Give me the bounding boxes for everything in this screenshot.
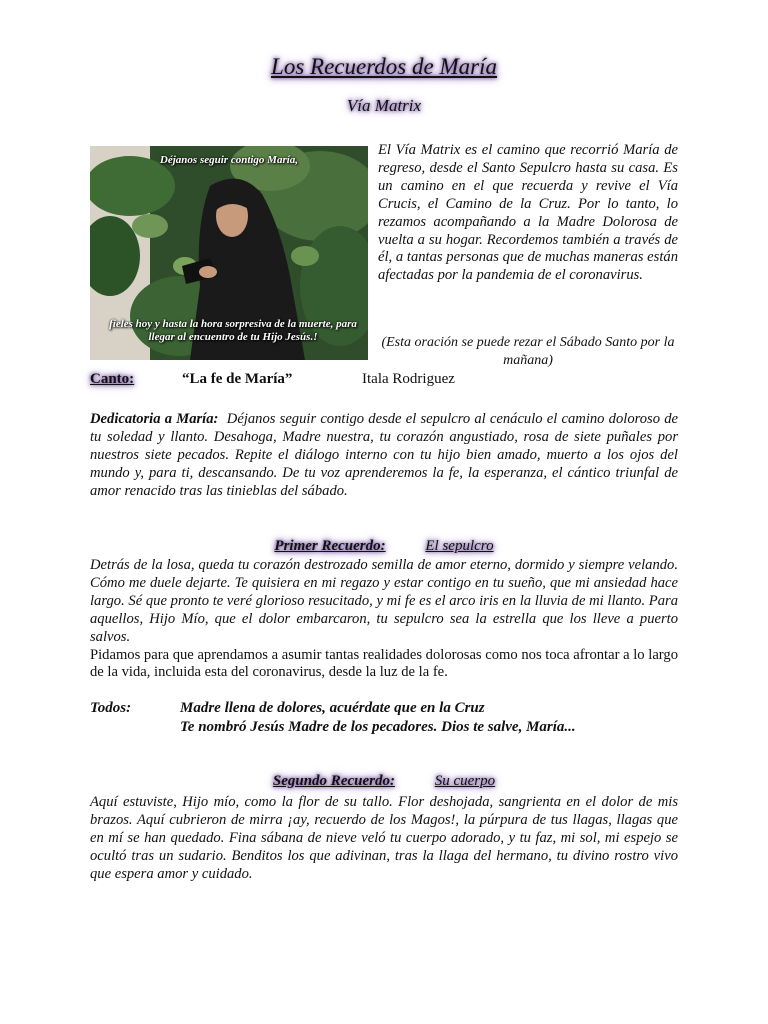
segundo-recuerdo-heading [0,773,768,790]
intro-paragraph: El Vía Matrix es el camino que recorrió María de regreso, desde el Santo Sepulcro hasta su casa. Es un camino en el que recuerda y revive el Vía Crucis, el Camino de la Cruz. Por lo tanto, lo rezamos acompañando a la Madre Dolorosa de vuelta a su hogar. Recordemos también a través de él, a tantas personas que de muchas maneras están afectadas por la pandemia de el coronavirus. [378,142,678,284]
canto-title: “La fe de María” [182,371,293,387]
todos-line-1: Madre llena de dolores, acuérdate que en la Cruz [180,700,485,716]
page-title: Los Recuerdos de María [271,54,497,79]
primer-recuerdo-place: El sepulcro [425,538,494,554]
prayer-note: (Esta oración se puede rezar el Sábado Santo por la mañana) [381,335,675,368]
dedicatoria-paragraph [90,411,678,501]
photo-caption-bottom: fieles hoy y hasta la hora sorpresiva de la muerte, para llegar al encuentro de tu Hijo Jesús.! [109,318,357,343]
primer-recuerdo-paragraph [90,557,678,682]
prayer-photo [90,146,368,360]
todos-label: Todos: [90,700,132,716]
page-subtitle: Vía Matrix [346,96,422,115]
primer-recuerdo-petition: Pidamos para que aprendamos a asumir tantas realidades dolorosas como nos toca afrontar a lo largo de la vida, incluida esta del coronavirus, desde la luz de la fe. [90,646,678,681]
segundo-recuerdo-paragraph: Aquí estuviste, Hijo mío, como la flor de su tallo. Flor deshojada, sangrienta en el dolor de mis brazos. Aquí cubrieron de mirra ¡ay, recuerdo de los Magos!, la púrpura de tus llagas, llagas que en mí se han quedado. Fina sábana de nieve veló tu cuerpo adorado, y tu faz, mi sol, mi espejo se ocultó tras un sudario. Benditos los que adivinan, tras la llaga del hermano, tu divino rostro vivo que espera amor y cuidado. [90,794,678,882]
segundo-recuerdo-name: Segundo Recuerdo: [272,773,395,789]
primer-recuerdo-text: Detrás de la losa, queda tu corazón destrozado semilla de amor eterno, dormido y siempre velando. Cómo me duele dejarte. Te quisiera en mi regazo y estar contigo en tu sueño, que mi ansiedad hace largo. Sé que pronto te veré glorioso resucitado, y mi fe es el arco iris en la lluvia de mi llanto. Para aquellos, Hijo Mío, que el dolor embarcaron, tu sepulcro sea la estrella que los lleve a puerto salvos. [90,557,678,645]
segundo-recuerdo-place: Su cuerpo [434,773,496,789]
todos-line-2: Te nombró Jesús Madre de los pecadores. Dios te salve, María... [180,719,576,735]
dedicatoria-label: Dedicatoria a María: [90,411,219,427]
primer-recuerdo-heading [0,538,768,555]
photo-caption-top: Déjanos seguir contigo María, [159,154,299,166]
dedicatoria-text: Déjanos seguir contigo desde el sepulcro al cenáculo el camino doloroso de tu soledad y llanto. Desahoga, Madre nuestra, tu corazón angustiado, rosa de siete puñales por nuestros siete pecados. Repite el diálogo interno con tu hijo bien amado, muerto a los ojos del mundo y, para ti, descansando. De tu voz aprenderemos la fe, la esperanza, el cántico triunfal de amor renacido tras las tinieblas del sábado. [90,411,678,499]
canto-label: Canto: [90,371,135,387]
primer-recuerdo-name: Primer Recuerdo: [274,538,386,554]
canto-author: Itala Rodriguez [362,371,455,387]
